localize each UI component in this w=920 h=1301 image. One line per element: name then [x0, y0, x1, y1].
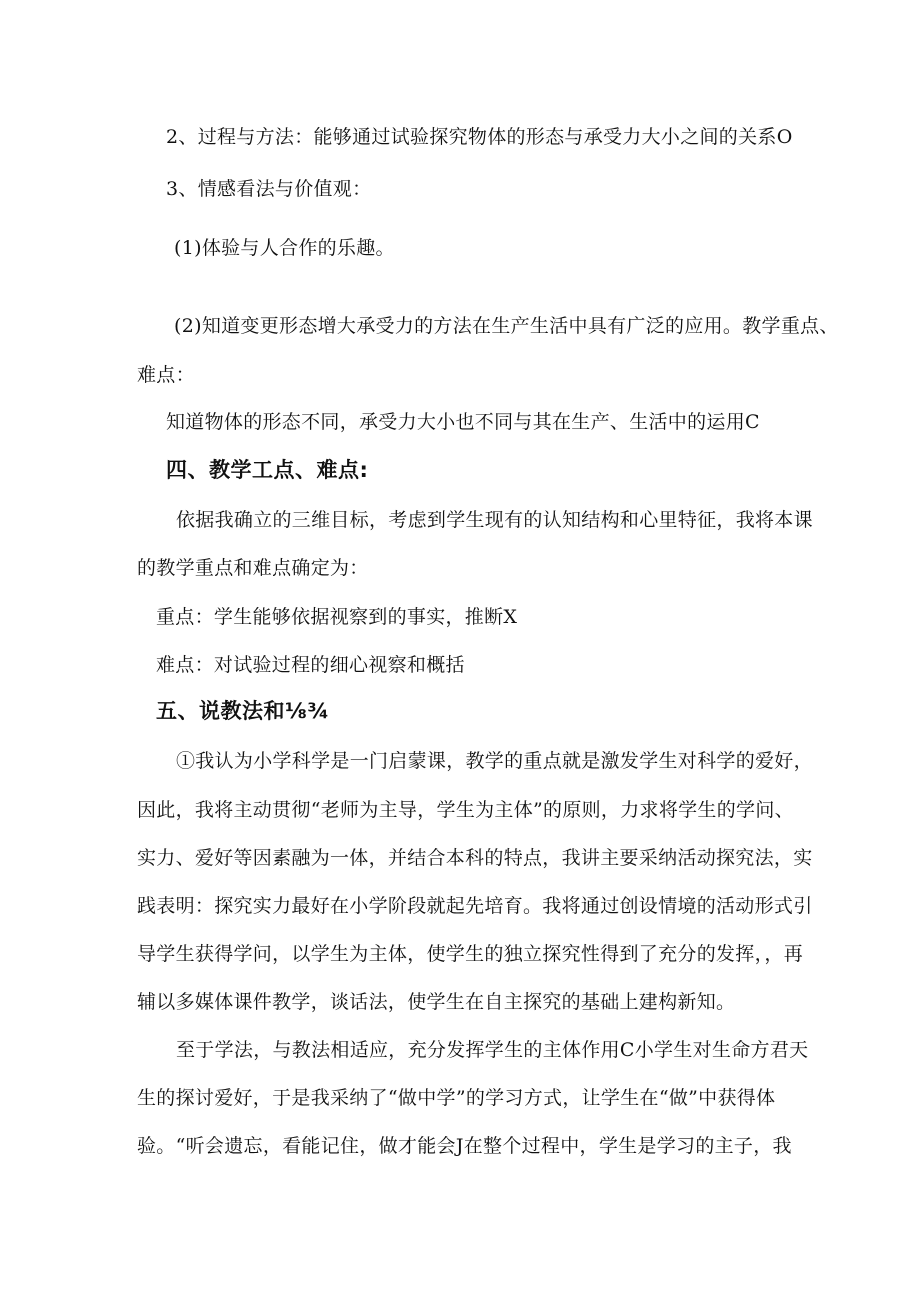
key-points-text: 知道物体的形态不同，承受力大小也不同与其在生产、生活中的运用C [166, 411, 760, 433]
teaching-method-line-1: ①我认为小学科学是一门启蒙课，教学的重点就是激发学生对科学的爱好， [176, 750, 813, 772]
teaching-method-line-3: 实力、爱好等因素融为一体，并结合本科的特点，我讲主要采纳活动探究法，实 [137, 847, 813, 869]
learning-method-line-2: 生的探讨爱好，于是我采纳了“做中学”的学习方式，让学生在“做”中获得体 [137, 1087, 776, 1109]
section-four-paragraph-line-1: 依据我确立的三维目标，考虑到学生现有的认知结构和心里特征，我将本课 [176, 509, 813, 531]
learning-method-line-3: 验。“听会遗忘，看能记住，做才能会J在整个过程中，学生是学习的主子，我 [137, 1135, 792, 1157]
objective-process-method: 2、过程与方法：能够通过试验探究物体的形态与承受力大小之间的关系O [166, 126, 793, 148]
teaching-method-line-6: 辅以多媒体课件教学，谈话法，使学生在自主探究的基础上建构新知。 [137, 991, 736, 1013]
emotion-item-1: (1)体验与人合作的乐趣。 [174, 237, 395, 259]
difficulty-point: 难点：对试验过程的细心视察和概括 [156, 654, 465, 676]
section-five-heading: 五、说教法和⅛¾ [156, 699, 330, 723]
focus-point: 重点：学生能够依据视察到的事实，推断X [156, 606, 518, 628]
teaching-method-line-4: 践表明：探究实力最好在小学阶段就起先培育。我将通过创设情境的活动形式引 [137, 895, 813, 917]
emotion-item-2: (2)知道变更形态增大承受力的方法在生产生活中具有广泛的应用。教学重点、 [174, 315, 839, 337]
key-points-label: 难点： [137, 364, 195, 386]
teaching-method-line-2: 因此，我将主动贯彻“老师为主导，学生为主体”的原则，力求将学生的学问、 [137, 799, 794, 821]
objective-emotion-heading: 3、情感看法与价值观： [166, 178, 372, 200]
learning-method-line-1: 至于学法，与教法相适应，充分发挥学生的主体作用C小学生对生命方君天 [176, 1039, 809, 1061]
section-four-paragraph-line-2: 的教学重点和难点确定为： [137, 557, 369, 579]
section-four-heading: 四、教学工点、难点: [166, 458, 369, 482]
teaching-method-line-5: 导学生获得学问，以学生为主体，使学生的独立探究性得到了充分的发挥，，再 [137, 943, 804, 965]
